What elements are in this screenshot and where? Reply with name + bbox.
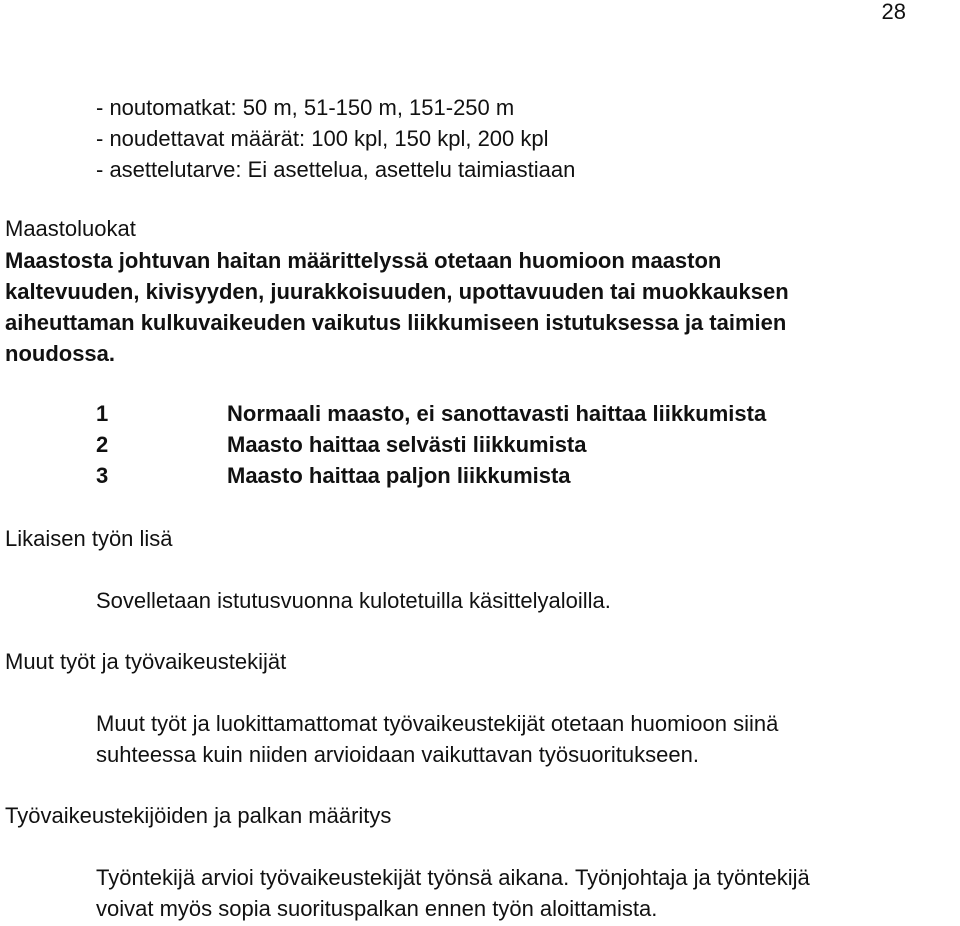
likainen-text (96, 586, 611, 617)
bullet-item-noutomatkat: - noutomatkat: 50 m, 51-150 m, 151-250 m (96, 95, 515, 120)
terrain-class-description: Maasto haittaa paljon liikkumista (227, 463, 571, 488)
terrain-class-description: Maasto haittaa selvästi liikkumista (227, 432, 587, 457)
paragraph-line: kaltevuuden, kivisyyden, juurakkoisuuden, upottavuuden tai muokkauksen (5, 279, 789, 304)
terrain-class-number: 1 (96, 401, 109, 426)
maaritys-paragraph (96, 863, 810, 925)
section-title-maaritys: Työvaikeustekijöiden ja palkan määritys (5, 803, 392, 828)
paragraph-line: voivat myös sopia suorituspalkan ennen työn aloittamista. (96, 896, 658, 921)
paragraph-line: Maastosta johtuvan haitan määrittelyssä otetaan huomioon maaston (5, 248, 722, 273)
bullet-item-asettelutarve: - asettelutarve: Ei asettelua, asettelu taimiastiaan (96, 157, 576, 182)
terrain-class-row (96, 430, 766, 461)
bullet-list (96, 93, 575, 186)
paragraph-line: Sovelletaan istutusvuonna kulotetuilla käsittelyaloilla. (96, 588, 611, 613)
muut-paragraph (96, 709, 778, 771)
terrain-class-number: 2 (96, 432, 109, 457)
terrain-class-row (96, 399, 766, 430)
page-number: 28 (881, 0, 906, 24)
paragraph-line: aiheuttaman kulkuvaikeuden vaikutus liikkumiseen istutuksessa ja taimien (5, 310, 787, 335)
paragraph-line: Muut työt ja luokittamattomat työvaikeustekijät otetaan huomioon siinä (96, 711, 779, 736)
section-title-likainen: Likaisen työn lisä (5, 526, 173, 551)
section-title-maastoluokat: Maastoluokat (5, 216, 136, 241)
paragraph-line: Työntekijä arvioi työvaikeustekijät työnsä aikana. Työnjohtaja ja työntekijä (96, 865, 810, 890)
bullet-item-noudettavat: - noudettavat määrät: 100 kpl, 150 kpl, 200 kpl (96, 126, 549, 151)
terrain-class-row (96, 461, 766, 492)
terrain-class-description: Normaali maasto, ei sanottavasti haittaa liikkumista (227, 401, 767, 426)
terrain-class-number: 3 (96, 463, 109, 488)
paragraph-line: suhteessa kuin niiden arvioidaan vaikuttavan työsuoritukseen. (96, 742, 699, 767)
paragraph-line: noudossa. (5, 341, 116, 366)
terrain-class-list (96, 399, 766, 492)
maastoluokat-paragraph (5, 245, 955, 369)
section-title-muut: Muut työt ja työvaikeustekijät (5, 649, 287, 674)
